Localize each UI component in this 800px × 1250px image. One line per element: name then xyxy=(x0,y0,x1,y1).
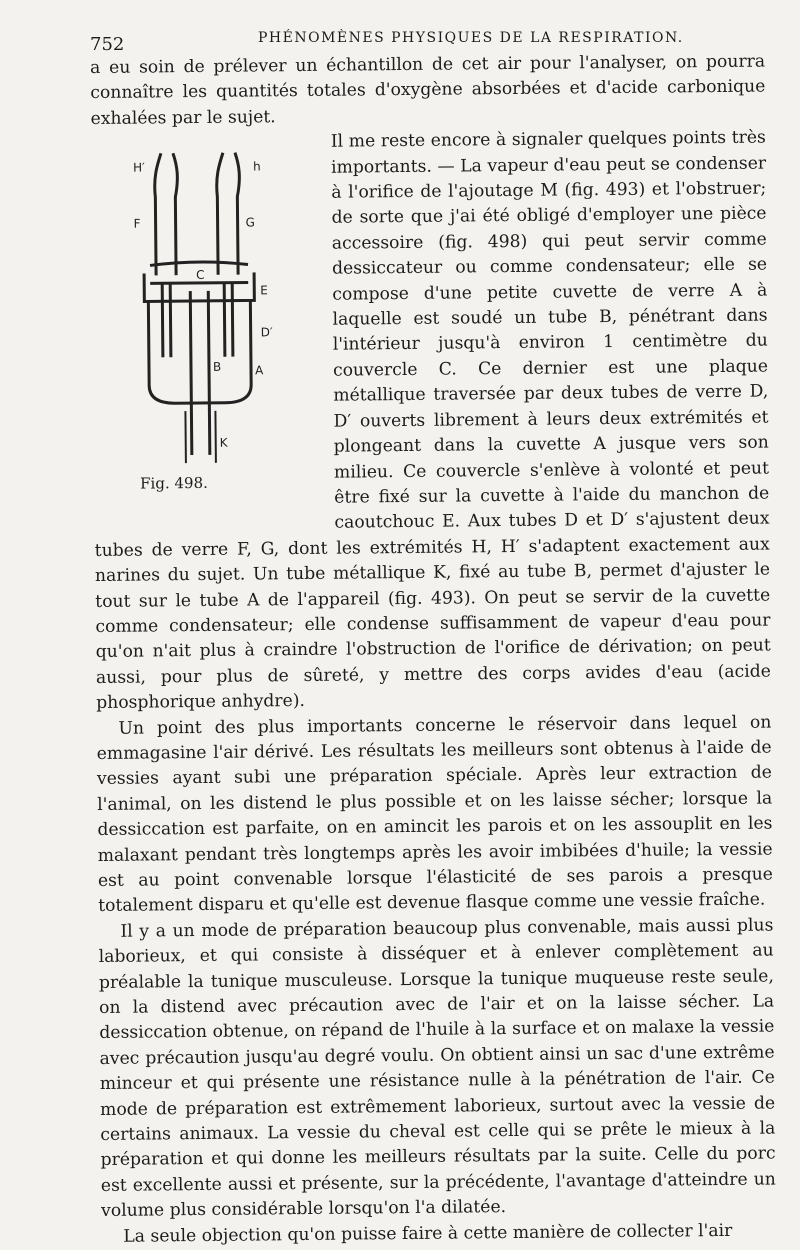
label-e: E xyxy=(260,283,268,298)
tube-d xyxy=(162,284,163,358)
label-k: K xyxy=(219,435,228,450)
label-c: C xyxy=(196,268,205,283)
label-b: B xyxy=(212,359,222,375)
tube-b-right xyxy=(208,291,210,455)
tube-g-left-wall xyxy=(216,153,224,275)
tube-d-prime-inner xyxy=(232,283,233,357)
tube-b-left xyxy=(190,291,192,455)
tube-d-prime xyxy=(224,283,225,357)
paragraph-3: Un point des plus importants concerne le réservoir dans lequel on emmagasine l'air dérivé. Les résultats les meilleurs sont obtenus à l'aide de vessies ayant subi une préparation spéciale. Après leur extraction de l'animal, on les distend le plus possible et on les laisse sécher; lorsque la dessiccation est parfaite, on en amincit les parois et on les assouplit en les malaxant pendant très longtemps après les avoir imbibées d'huile; la vessie est au point convenable lorsque l'élasticité de ses parois a presque totalement disparu et qu'elle est devenue flasque comme une vessie fraîche. xyxy=(96,712,773,917)
page-header xyxy=(90,20,770,54)
body-text xyxy=(90,50,776,1250)
paragraph-5: La seule objection qu'on puisse faire à cette manière de collecter l'air xyxy=(123,1220,733,1247)
page-number: 752 xyxy=(90,34,125,55)
running-title: PHÉNOMÈNES PHYSIQUES DE LA RESPIRATION. xyxy=(258,30,684,46)
paragraph-4: Il y a un mode de préparation beaucoup plus convenable, mais aussi plus laborieux, et qui consiste à disséquer et à enlever complètement au préalable la tunique musculeuse. Lorsque la tunique muqueuse reste seule, on la distend avec précaution avec de l'air et on la laisse sécher. La dessiccation obtenue, on répand de l'huile à la surface et on malaxe la vessie avec précaution jusqu'au degré voulu. On obtient ainsi un sac d'une extrême minceur et qui présente une résistance nulle à la pénétration de l'air. Ce mode de préparation est extrêmement laborieux, surtout avec la vessie de certains animaux. La vessie du cheval est celle qui se prête le mieux à la préparation et qui donne les meilleurs résultats par la suite. Celle du porc est excellente aussi et présente, sur la précédente, l'avantage d'atteindre un volume plus considérable lorsqu'on l'a dilatée. xyxy=(98,915,776,1222)
paragraph-2: Il me reste encore à signaler quelques points très importants. — La vapeur d'eau peut se condenser à l'orifice de l'ajoutage M (fig. 493) et l'obstruer; de sorte que j'ai été obligé d'employer une pièce accessoire (fig. 498) qui peut servir comme dessiccateur ou comme condensateur; elle se compose d'une petite cuvette de verre A à laquelle est soudé un tube B, pénétrant dans l'intérieur jusqu'à environ 1 centimètre du couvercle C. Ce dernier est une plaque métallique traversée par deux tubes de verre D, D′ ouverts librement à leurs deux extrémités et plongeant dans la cuvette A jusque vers son milieu. Ce couvercle s'enlève à volonté et peut être fixé sur la cuvette à l'aide du manchon de caoutchouc E. Aux tubes D et D′ s'ajustent deux tubes de verre F, G, dont les extrémités H, H′ s'adaptent exactement aux narines du sujet. Un tube métallique K, fixé au tube B, permet d'ajuster le tout sur le tube A de l'appareil (fig. 493). On peut se servir de la cuvette comme condensateur; elle condense suffisamment de vapeur d'eau pour qu'on n'ait plus à craindre l'obstruction de l'orifice de dérivation; on peut aussi, pour plus de sûreté, y mettre des corps avides d'eau (acide phosphorique anhydre). xyxy=(94,127,772,714)
label-g: G xyxy=(245,215,255,230)
apparatus-diagram xyxy=(113,134,312,466)
tube-d-inner xyxy=(170,283,171,357)
figure-caption: Fig. 498. xyxy=(140,474,208,493)
tube-f-left-wall xyxy=(154,154,162,276)
label-h-prime: H′ xyxy=(133,160,145,175)
label-a: A xyxy=(254,363,264,378)
lid-c xyxy=(150,262,248,266)
paragraph-1: a eu soin de prélever un échantillon de cet air pour l'analyser, on pourra connaître les quantités totales d'oxygène absorbées et d'acide carbonique exhalées par le sujet. xyxy=(90,51,766,129)
label-f: F xyxy=(133,216,141,231)
tube-f-right-wall xyxy=(173,153,178,275)
label-d-prime: D′ xyxy=(260,325,273,340)
figure-498 xyxy=(113,134,313,528)
tube-g-right-wall xyxy=(235,153,240,275)
label-h: h xyxy=(253,159,261,174)
